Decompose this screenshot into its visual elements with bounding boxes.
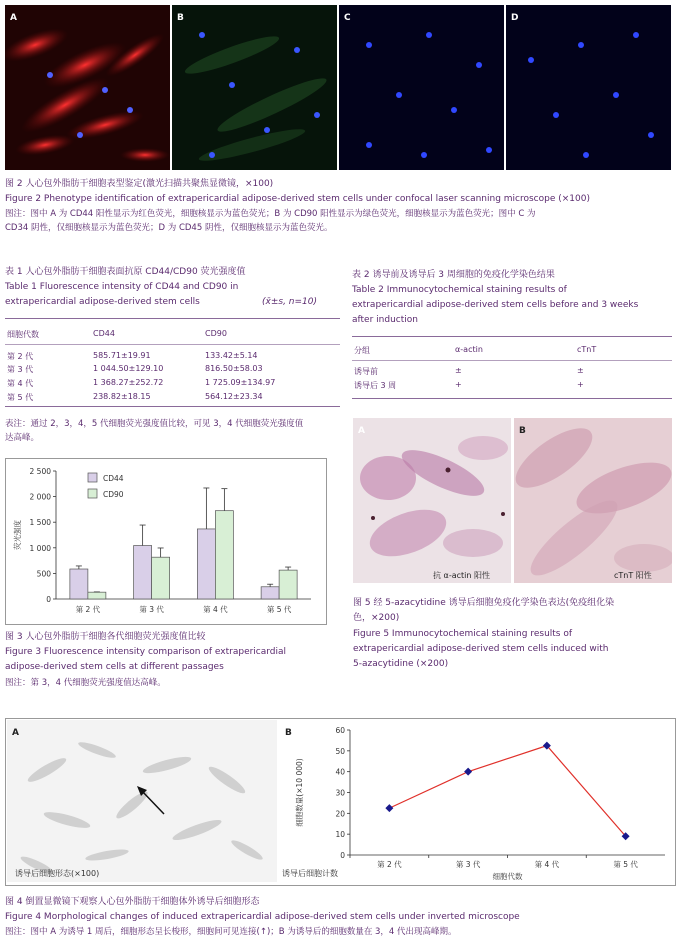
table1-bottom-rule: [5, 406, 340, 407]
fig2-note-line2: CD34 阴性，仅细胞核显示为蓝色荧光；D 为 CD45 阴性，仅细胞核显示为蓝色荧光。: [5, 223, 333, 233]
x-tick-label: 第 4 代: [534, 860, 560, 869]
table-cell: 诱导后 3 周: [354, 381, 397, 390]
fig5-caption-en1: Figure 5 Immunocytochemical staining results of: [353, 629, 573, 639]
legend-swatch-cd90: [88, 489, 97, 498]
fig2-panel-a-label: A: [10, 13, 17, 23]
y-tick-label: 60: [335, 726, 345, 735]
bar-cd90: [279, 570, 297, 599]
fig5-caption-en3: 5-azacytidine (×200): [353, 659, 449, 669]
y-tick-label: 50: [335, 746, 345, 756]
fig3-note: 图注：第 3，4 代细胞荧光强度值达高峰。: [5, 678, 166, 688]
bar-cd90: [215, 511, 233, 599]
series-line: [389, 746, 625, 837]
fig2-caption-en: Figure 2 Phenotype identification of extrapericardial adipose-derived stem cells under confocal laser scanning microscope (×100): [5, 194, 590, 204]
table2-header-actin: α-actin: [455, 345, 483, 354]
table2-header-group: 分组: [354, 346, 370, 355]
legend-swatch-cd44: [88, 473, 97, 482]
x-tick-label: 第 3 代: [139, 605, 164, 614]
fig5-caption-en2: extrapericardial adipose-derived stem cells induced with: [353, 644, 609, 654]
fig2-panel-d: [506, 5, 671, 170]
fig5-panel-a-label: A: [358, 426, 365, 436]
fig2-panel-b-label: B: [177, 13, 184, 23]
y-tick-label: 2 000: [29, 492, 51, 502]
table2-header-rule: [352, 360, 672, 361]
x-tick-label: 第 5 代: [266, 605, 292, 614]
table1-stat: (x̄±s, n=10): [262, 297, 317, 307]
bar-cd44: [134, 546, 152, 599]
table-cell: ±: [455, 366, 462, 375]
fig2-panel-c: [339, 5, 504, 170]
table1-title-cn: 表 1 人心包外脂肪干细胞表面抗原 CD44/CD90 荧光强度值: [5, 267, 246, 277]
table1-header-rule: [5, 344, 340, 345]
fig2-panel-c-image: [339, 5, 504, 170]
fig2-panel-b: [172, 5, 337, 170]
fig5-panel-a-text: 抗 α-actin 阳性: [433, 571, 490, 580]
table-cell: 1 368.27±252.72: [93, 378, 164, 387]
y-tick-label: 40: [335, 767, 345, 777]
table2-header-ctnt: cTnT: [577, 345, 597, 354]
table-cell: 第 2 代: [7, 352, 34, 361]
x-tick-label: 第 2 代: [75, 605, 101, 614]
fig4-panel-a: [7, 720, 277, 882]
fig4-panel-b: [280, 720, 672, 882]
table-cell: +: [455, 380, 462, 389]
data-point: [385, 804, 393, 812]
bar-cd44: [197, 529, 215, 599]
x-tick-label: 第 2 代: [377, 860, 402, 869]
table-cell: 564.12±23.34: [205, 392, 263, 401]
table2-title-en1: Table 2 Immunocytochemical staining results of: [352, 285, 567, 295]
table1-title-en1: Table 1 Fluorescence intensity of CD44 and CD90 in: [5, 282, 239, 292]
fig4-caption-cn: 图 4 倒置显微镜下观察人心包外脂肪干细胞体外诱导后细胞形态: [5, 897, 260, 907]
y-tick-label: 0: [46, 595, 51, 604]
legend-label-cd44: CD44: [103, 474, 124, 483]
y-axis-label: 细胞数量(×10 000): [295, 758, 304, 827]
bar-cd90: [152, 557, 170, 599]
table-cell: 133.42±5.14: [205, 351, 258, 360]
fig2-caption-cn: 图 2 人心包外脂肪干细胞表型鉴定(激光扫描共聚焦显微镜，×100): [5, 179, 274, 189]
fig4-note: 图注：图中 A 为诱导 1 周后，细胞形态呈长梭形，细胞间可见连接(↑)；B 为诱导后的细胞数量在 3，4 代出现高峰期。: [5, 927, 457, 937]
y-tick-label: 0: [340, 851, 345, 860]
fig3-chart-frame: [5, 458, 327, 625]
data-point: [464, 768, 472, 776]
table2-bottom-rule: [352, 398, 672, 399]
fig4-panel-b-text: 诱导后细胞计数: [282, 869, 338, 878]
table1-top-rule: [5, 318, 340, 319]
fig2-panel-c-label: C: [344, 13, 351, 23]
table-cell: 816.50±58.03: [205, 364, 263, 373]
fig5-panel-b-image: [514, 418, 672, 583]
table2-title-en2: extrapericardial adipose-derived stem cells before and 3 weeks: [352, 300, 639, 310]
table-cell: 585.71±19.91: [93, 351, 151, 360]
table-cell: 238.82±18.15: [93, 392, 151, 401]
table-cell: 第 5 代: [7, 393, 34, 402]
x-tick-label: 第 3 代: [455, 860, 481, 869]
fig4-panel-a-image: [7, 720, 277, 882]
x-tick-label: 第 4 代: [203, 605, 228, 614]
x-tick-label: 第 5 代: [613, 860, 638, 869]
table-cell: 第 3 代: [7, 365, 34, 374]
table2-title-en3: after induction: [352, 315, 418, 325]
y-tick-label: 2 500: [29, 467, 51, 476]
table-cell: 1 044.50±129.10: [93, 364, 164, 373]
table1-note-line1: 表注：通过 2，3，4，5 代细胞荧光强度值比较，可见 3，4 代细胞荧光强度值: [5, 419, 304, 429]
fig2-note-line1: 图注：图中 A 为 CD44 阳性显示为红色荧光，细胞核显示为蓝色荧光；B 为 CD90 阳性显示为绿色荧光，细胞核显示为蓝色荧光；图中 C 为: [5, 209, 536, 219]
fig5-panel-b-text: cTnT 阳性: [614, 571, 652, 580]
fig2-panel-d-label: D: [511, 13, 519, 23]
y-tick-label: 10: [335, 830, 345, 840]
fig2-panel-a-image: [5, 5, 170, 170]
bar-cd44: [261, 587, 279, 599]
y-axis-label: 荧光强度: [13, 520, 22, 550]
fig5-panel-a-image: [353, 418, 511, 583]
fig5-panel-a: [353, 418, 511, 583]
table2-top-rule: [352, 336, 672, 337]
y-tick-label: 500: [36, 569, 51, 579]
y-tick-label: 20: [335, 809, 345, 819]
fig5-panel-b-label: B: [519, 426, 526, 436]
table-cell: +: [577, 380, 584, 389]
fig4-line-chart: [280, 720, 672, 882]
fig4-panel-a-label: A: [12, 728, 19, 738]
fig4-panel-b-label: B: [285, 728, 292, 738]
table-cell: 第 4 代: [7, 379, 34, 388]
table-cell: ±: [577, 366, 584, 375]
fig2-panel-b-image: [172, 5, 337, 170]
fig2-panel-d-image: [506, 5, 671, 170]
table-cell: 诱导前: [354, 367, 378, 376]
table1-header-passage: 细胞代数: [7, 330, 39, 339]
table1-header-cd44: CD44: [93, 329, 115, 338]
fig3-bar-chart: [6, 459, 326, 624]
table-cell: 1 725.09±134.97: [205, 378, 276, 387]
table1-note-line2: 达高峰。: [5, 433, 40, 443]
fig5-caption-cn2: 色，×200): [353, 613, 400, 623]
fig5-caption-cn1: 图 5 经 5-azacytidine 诱导后细胞免疫化学染色表达(免疫组化染: [353, 598, 615, 608]
fig4-panel-a-text: 诱导后细胞形态(×100): [15, 869, 100, 878]
legend-label-cd90: CD90: [103, 490, 124, 499]
x-axis-label: 细胞代数: [492, 872, 523, 881]
fig5-panel-b: [514, 418, 672, 583]
fig3-caption-cn: 图 3 人心包外脂肪干细胞各代细胞荧光强度值比较: [5, 632, 206, 642]
fig3-caption-en1: Figure 3 Fluorescence intensity comparison of extrapericardial: [5, 647, 287, 657]
table1-header-cd90: CD90: [205, 329, 227, 338]
fig4-caption-en: Figure 4 Morphological changes of induced extrapericardial adipose-derived stem cells under inverted microscope: [5, 912, 520, 922]
bar-cd90: [88, 592, 106, 599]
bar-cd44: [70, 569, 88, 599]
y-tick-label: 30: [335, 788, 345, 798]
fig2-panel-a: [5, 5, 170, 170]
fig3-caption-en2: adipose-derived stem cells at different passages: [5, 662, 224, 672]
table2-title-cn: 表 2 诱导前及诱导后 3 周细胞的免疫化学染色结果: [352, 270, 555, 280]
y-tick-label: 1 500: [29, 518, 51, 528]
y-tick-label: 1 000: [29, 543, 51, 553]
table1-title-en2: extrapericardial adipose-derived stem cells: [5, 297, 200, 307]
